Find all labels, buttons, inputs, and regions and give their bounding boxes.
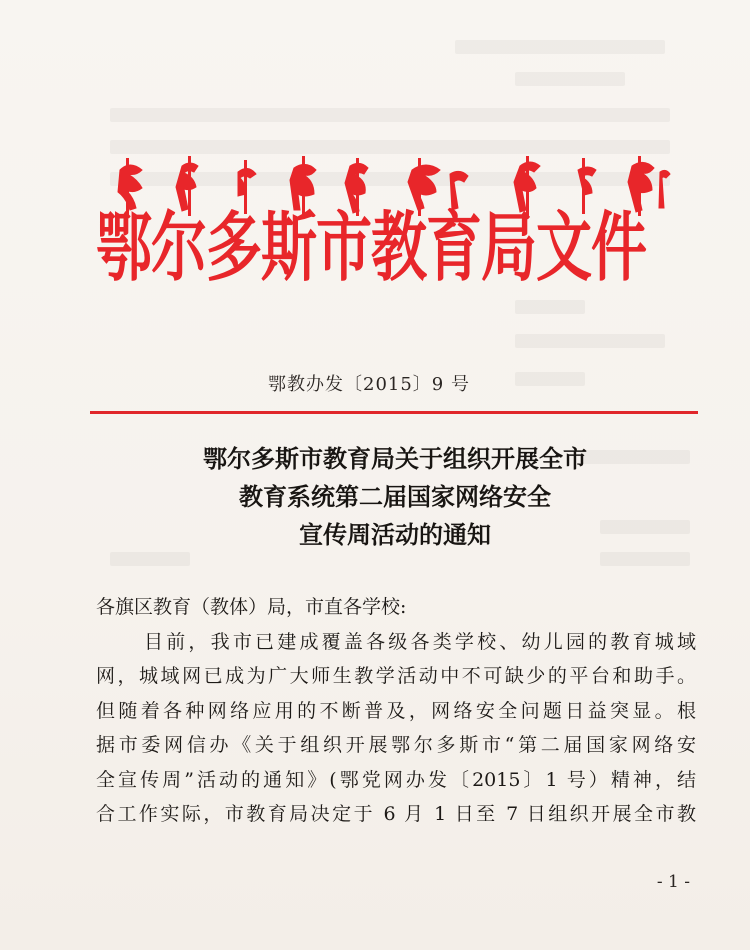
notice-title (100, 440, 690, 554)
body-line: 但随着各种网络应用的不断普及，网络安全问题日益突显。根 (96, 699, 696, 722)
notice-title-line-1: 鄂尔多斯市教育局关于组织开展全市 (203, 444, 587, 473)
notice-body (96, 590, 696, 832)
body-line: 合工作实际，市教育局决定于 6 月 1 日至 7 日组织开展全市教 (96, 803, 696, 825)
body-line: 全宣传周”活动的通知》(鄂党网办发〔2015〕1 号）精神，结 (96, 768, 696, 791)
body-line: 网，城域网已成为广大师生教学活动中不可缺少的平台和助手。 (96, 665, 696, 687)
body-line: 目前，我市已建成覆盖各级各类学校、幼儿园的教育城域 (144, 630, 696, 653)
notice-title-line-3: 宣传周活动的通知 (299, 520, 491, 549)
salutation: 各旗区教育（教体）局，市直各学校: (96, 596, 407, 618)
body-line: 据市委网信办《关于组织开展鄂尔多斯市“第二届国家网络安 (96, 734, 696, 756)
issuing-authority-title: 鄂尔多斯市教育局文件 (96, 203, 646, 293)
document-number: 鄂教办发〔2015〕9 号 (268, 374, 470, 395)
notice-title-line-2: 教育系统第二届国家网络安全 (239, 482, 551, 511)
red-separator-line (90, 411, 698, 414)
page-number: - 1 - (656, 872, 690, 892)
